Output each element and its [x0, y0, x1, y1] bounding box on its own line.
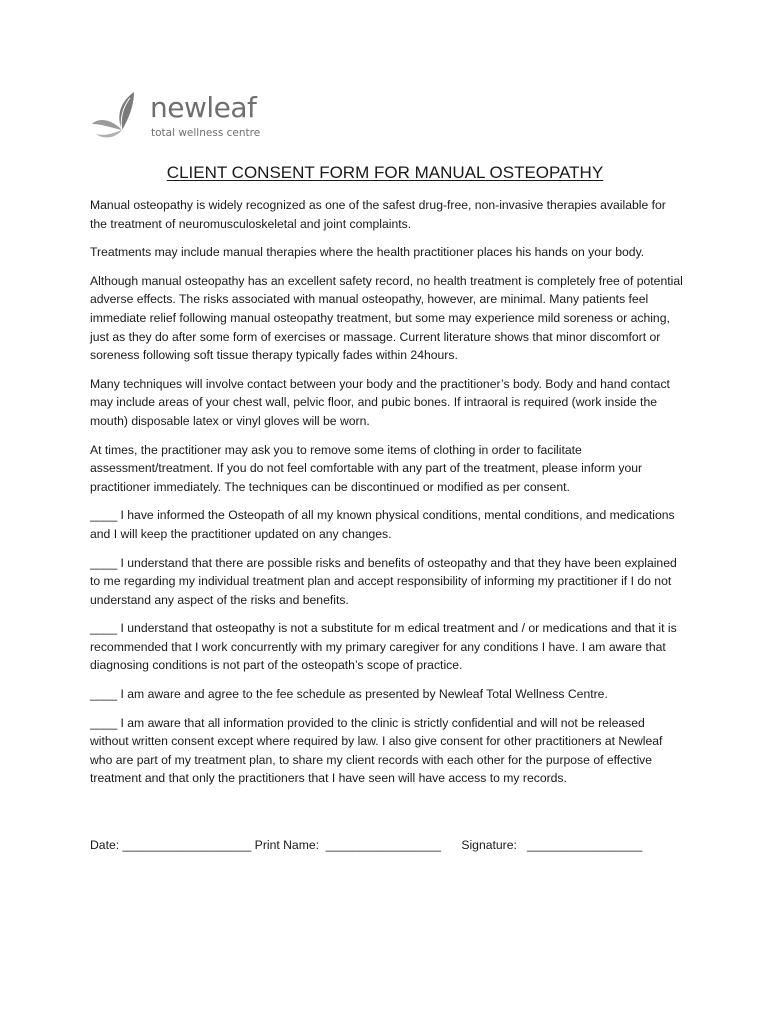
paragraph-safety: Manual osteopathy is widely recognized as one of the safest drug-free, non-invasive therapies available for the treatment of neuromusculoskeletal and joint complaints. — [90, 198, 666, 231]
consent-item-fees[interactable]: ____ I am aware and agree to the fee schedule as presented by Newleaf Total Wellness Centre. — [90, 687, 608, 702]
form-title: CLIENT CONSENT FORM FOR MANUAL OSTEOPATHY — [166, 163, 604, 182]
consent-item-conditions[interactable]: ____ I have informed the Osteopath of all my known physical conditions, mental conditions, and medications and I will keep the practitioner updated on any changes. — [90, 508, 675, 541]
logo-tagline: total wellness centre — [151, 127, 261, 139]
paragraph-contact: Many techniques will involve contact between your body and the practitioner’s body. Body and hand contact may include areas of your chest wall, pelvic floor, and pubic bones. If intraoral is required (work inside the mouth) disposable latex or vinyl gloves will be worn. — [90, 376, 670, 428]
logo-name: newleaf — [150, 91, 257, 124]
paragraph-treatments: Treatments may include manual therapies where the health practitioner places his hands on your body. — [90, 245, 645, 260]
signature-line[interactable]: Date: ___________________ Print Name: _________________ Signature: _________________ — [90, 838, 643, 852]
newleaf-logo — [90, 90, 260, 146]
consent-item-confidentiality[interactable]: ____ I am aware that all information provided to the clinic is strictly confidential and will not be released without written consent except where required by law. I also give consent for other practitioners at Newleaf who are part of my treatment plan, to share my client records with each other for the purpose of effective treatment and that only the practitioners that I have seen will have access to my records. — [90, 715, 663, 786]
leaf-icon — [90, 90, 152, 142]
consent-item-medical[interactable]: ____ I understand that osteopathy is not a substitute for m edical treatment and / or medications and that it is recommended that I work concurrently with my primary caregiver for any conditions I have. I am aware that diagnosing conditions is not part of the osteopath’s scope of practice. — [90, 621, 677, 673]
consent-item-risks[interactable]: ____ I understand that there are possible risks and benefits of osteopathy and that they have been explained to me regarding my individual treatment plan and accept responsibility of informing my practitioner if I do not understand any aspect of the risks and benefits. — [90, 555, 677, 607]
paragraph-clothing: At times, the practitioner may ask you to remove some items of clothing in order to facilitate assessment/treatment. If you do not feel comfortable with any part of the treatment, please inform your practitioner immediately. The techniques can be discontinued or modified as per consent. — [90, 442, 643, 494]
form-body — [90, 196, 685, 798]
paragraph-risks: Although manual osteopathy has an excellent safety record, no health treatment is completely free of potential adverse effects. The risks associated with manual osteopathy, however, are minimal. Many patients feel immediate relief following manual osteopathy treatment, but some may experience mild soreness or aching, just as they do after some form of exercises or massage. Current literature shows that minor discomfort or soreness following soft tissue therapy typically fades within 24hours. — [90, 273, 683, 363]
